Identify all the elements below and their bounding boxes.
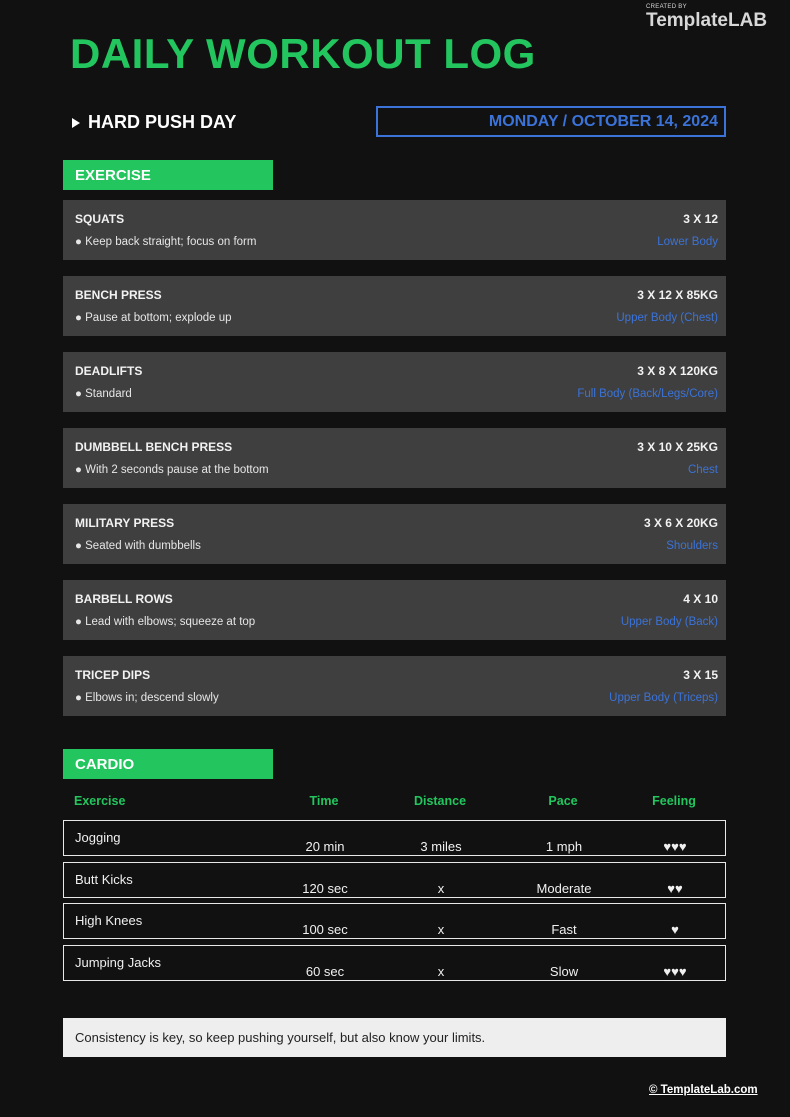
exercise-name: MILITARY PRESS bbox=[75, 516, 175, 530]
exercise-note: ● Lead with elbows; squeeze at top bbox=[75, 616, 256, 628]
feeling-hearts-icon: ♥ bbox=[671, 922, 679, 937]
exercise-muscle-group: Lower Body bbox=[657, 236, 718, 248]
cardio-time: 20 min bbox=[305, 839, 345, 854]
cardio-section-header bbox=[63, 749, 273, 779]
exercise-muscle-group: Shoulders bbox=[666, 540, 718, 552]
motivational-note-text: Consistency is key, so keep pushing yourself, but also know your limits. bbox=[75, 1030, 486, 1045]
exercise-name: TRICEP DIPS bbox=[75, 668, 151, 682]
exercise-note: ● Pause at bottom; explode up bbox=[75, 312, 232, 324]
exercise-note: ● Keep back straight; focus on form bbox=[75, 236, 257, 248]
cardio-pace: 1 mph bbox=[545, 839, 583, 854]
exercise-name: BENCH PRESS bbox=[75, 288, 162, 302]
exercise-muscle-group: Upper Body (Back) bbox=[620, 616, 718, 628]
cardio-pace: Moderate bbox=[536, 880, 592, 896]
workout-type-label: HARD PUSH DAY bbox=[88, 112, 237, 132]
cardio-exercise: High Knees bbox=[75, 913, 143, 928]
page-title: DAILY WORKOUT LOG bbox=[70, 30, 536, 77]
table-row bbox=[63, 945, 726, 981]
column-header-feeling: Feeling bbox=[652, 794, 696, 808]
cardio-exercise: Butt Kicks bbox=[75, 871, 133, 887]
cardio-section-title: CARDIO bbox=[75, 755, 135, 773]
exercise-sets: 3 X 10 X 25KG bbox=[637, 440, 718, 454]
exercise-card bbox=[63, 200, 726, 260]
cardio-table-header bbox=[63, 794, 726, 812]
logo-name: TemplateLAB bbox=[646, 10, 768, 31]
exercise-note: ● Seated with dumbbells bbox=[75, 540, 201, 552]
feeling-hearts-icon: ♥♥♥ bbox=[663, 839, 687, 854]
cardio-distance: x bbox=[437, 963, 445, 979]
cardio-distance: 3 miles bbox=[420, 839, 462, 854]
feeling-hearts-icon: ♥♥ bbox=[667, 880, 683, 896]
cardio-table bbox=[63, 820, 726, 986]
column-header-distance: Distance bbox=[413, 794, 467, 808]
exercise-sets: 3 X 6 X 20KG bbox=[643, 516, 718, 530]
cardio-exercise: Jogging bbox=[75, 830, 121, 845]
exercise-card bbox=[63, 504, 726, 564]
table-row bbox=[63, 820, 726, 856]
workout-type bbox=[72, 112, 236, 133]
date-value: MONDAY / OCTOBER 14, 2024 bbox=[488, 112, 718, 130]
cardio-exercise: Jumping Jacks bbox=[75, 954, 161, 970]
exercise-section-title: EXERCISE bbox=[75, 166, 151, 184]
exercise-card bbox=[63, 656, 726, 716]
exercise-sets: 4 X 10 bbox=[683, 592, 718, 606]
footer-link[interactable]: © TemplateLab.com bbox=[649, 1084, 758, 1096]
cardio-distance: x bbox=[437, 880, 445, 896]
exercise-card bbox=[63, 352, 726, 412]
column-header-pace: Pace bbox=[548, 794, 578, 808]
cardio-time: 100 sec bbox=[302, 922, 348, 937]
exercise-note: ● Standard bbox=[75, 388, 132, 400]
exercise-muscle-group: Full Body (Back/Legs/Core) bbox=[577, 388, 718, 400]
exercise-card bbox=[63, 276, 726, 336]
cardio-pace: Slow bbox=[549, 963, 579, 979]
exercise-name: SQUATS bbox=[75, 212, 125, 226]
feeling-hearts-icon: ♥♥♥ bbox=[663, 963, 687, 979]
motivational-note bbox=[63, 1018, 726, 1057]
column-header-exercise: Exercise bbox=[74, 794, 126, 808]
exercise-sets: 3 X 15 bbox=[683, 668, 718, 682]
exercise-name: DEADLIFTS bbox=[75, 364, 143, 378]
logo-created-by: CREATED BY bbox=[646, 4, 687, 10]
exercise-card bbox=[63, 580, 726, 640]
templatelab-logo bbox=[646, 4, 770, 31]
column-header-time: Time bbox=[309, 794, 339, 808]
table-row bbox=[63, 903, 726, 939]
exercise-list bbox=[63, 200, 726, 732]
exercise-name: DUMBBELL BENCH PRESS bbox=[75, 440, 233, 454]
table-row bbox=[63, 862, 726, 898]
exercise-note: ● With 2 seconds pause at the bottom bbox=[75, 464, 269, 476]
cardio-distance: x bbox=[437, 922, 445, 937]
exercise-sets: 3 X 8 X 120KG bbox=[637, 364, 718, 378]
exercise-note: ● Elbows in; descend slowly bbox=[75, 692, 219, 704]
exercise-sets: 3 X 12 bbox=[683, 212, 718, 226]
cardio-time: 60 sec bbox=[305, 963, 345, 979]
exercise-muscle-group: Upper Body (Triceps) bbox=[609, 692, 718, 704]
cardio-pace: Fast bbox=[551, 922, 577, 937]
date-field bbox=[376, 106, 726, 137]
exercise-section-header bbox=[63, 160, 273, 190]
cardio-time: 120 sec bbox=[302, 880, 348, 896]
play-arrow-icon bbox=[72, 118, 80, 128]
exercise-card bbox=[63, 428, 726, 488]
exercise-name: BARBELL ROWS bbox=[75, 592, 173, 606]
exercise-muscle-group: Chest bbox=[687, 464, 718, 476]
exercise-sets: 3 X 12 X 85KG bbox=[637, 288, 718, 302]
exercise-muscle-group: Upper Body (Chest) bbox=[616, 312, 718, 324]
